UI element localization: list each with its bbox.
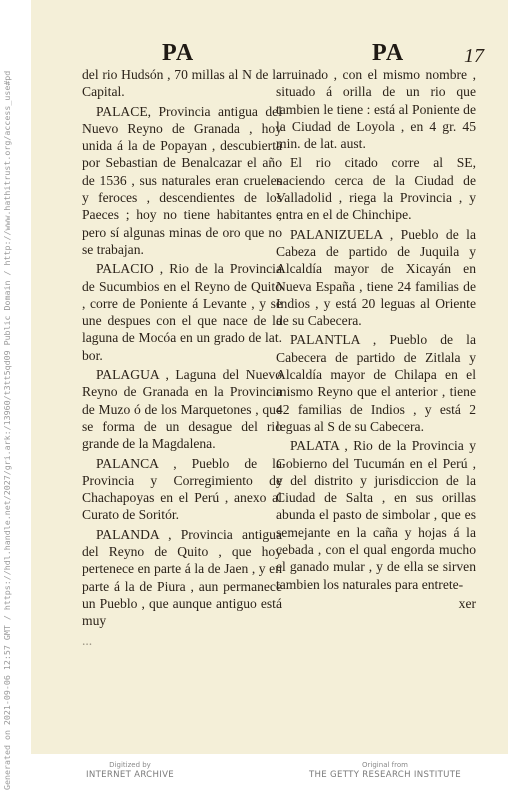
entry-paragraph: PALANIZUELA , Pueblo de la Cabeza de partido de Juquila y Alcaldía mayor de Xicayán en Nueva España , tiene 24 familias de Indios , y está 20 leguas al Oriente de su Cabecera. [276,226,476,329]
page-number: 17 [464,45,484,67]
catchword: xer [458,595,476,611]
entry-paragraph: PALACIO , Rio de la Provincia de Sucumbios en el Reyno de Quito , corre de Poniente á Levante , y se une despues con el que nace de la laguna de Mocóa en un grado de lat. bor. [82,261,282,363]
entry-paragraph: PALANCA , Pueblo de la Provincia y Corregimiento de Chachapoyas en el Perú , anexo al Curato de Soritór. [82,455,282,523]
hathitrust-side-stamp: Generated on 2021-09-06 12:57 GMT / https://hdl.handle.net/2027/gri.ark:/13960/t3tt5qd09 Public Domain / http://www.hathitrust.org/access_use#pd [2,70,12,790]
footer-original-from [300,760,470,780]
left-column [82,66,282,651]
entry-paragraph: PALANDA , Provincia antigua del Reyno de Quito , que hoy pertenece en parte á la de Jaen , y en parte á la de Piura , aun permanece un Pueblo , que aunque antiguo está muy [82,526,282,629]
entry-paragraph: El rio citado corre al SE, naciendo cerca de la Ciudad de Valladolid , riega la Provincia , y entra en el de Chinchipe. [276,155,476,223]
bottom-mark: ... [82,632,93,648]
right-column [276,66,476,612]
footer-digitized-by [70,760,190,780]
running-head-left: PA [162,40,195,66]
entry-paragraph: PALANTLA , Pueblo de la Cabecera de partido de Zitlala y Alcaldía mayor de Chilapa en el mismo Reyno que el anterior , tiene 42 familias de Indios , y está 2 leguas al S de su Cabecera. [276,332,476,434]
footer-right-small: Original from [362,761,408,769]
entry-paragraph: del rio Hudsón , 70 millas al N de la Capital. [82,67,282,100]
footer-left-big: INTERNET ARCHIVE [86,770,174,780]
running-head-right: PA [372,40,405,66]
entry-paragraph: PALAGUA , Laguna del Nuevo Reyno de Granada en la Provincia de Muzo ó de los Marquetones , que se forma de un desague del rio grande de la Magdalena. [82,367,282,452]
entry-paragraph: PALATA , Rio de la Provincia y Gobierno del Tucumán en el Perú , y del distrito y jurisdiccion de la Ciudad de Salta , en sus orillas abunda el pasto de simbolar , que es semejante en la caña y hojas á la cebada , con el qual engorda mucho el ganado mular , y de ella se sirven tambien los naturales para entrete- [276,438,476,592]
footer-right-big: THE GETTY RESEARCH INSTITUTE [308,770,461,780]
entry-paragraph: PALACE, Provincia antigua del Nuevo Reyno de Granada , hoy unida á la de Popayan , descubierta por Sebastian de Benalcazar el año de 1536 , sus naturales eran crueles y feroces , descendientes de los Paeces ; hoy no tiene habitantes , pero sí algunas minas de oro que no se trabajan. [82,103,282,257]
footer-left-small: Digitized by [109,761,151,769]
entry-paragraph: arruinado , con el mismo nombre , situado á orilla de un rio que tambien le tiene : está al Poniente de la Ciudad de Loyola , en 4 gr. 45 min. de lat. aust. [276,67,476,152]
